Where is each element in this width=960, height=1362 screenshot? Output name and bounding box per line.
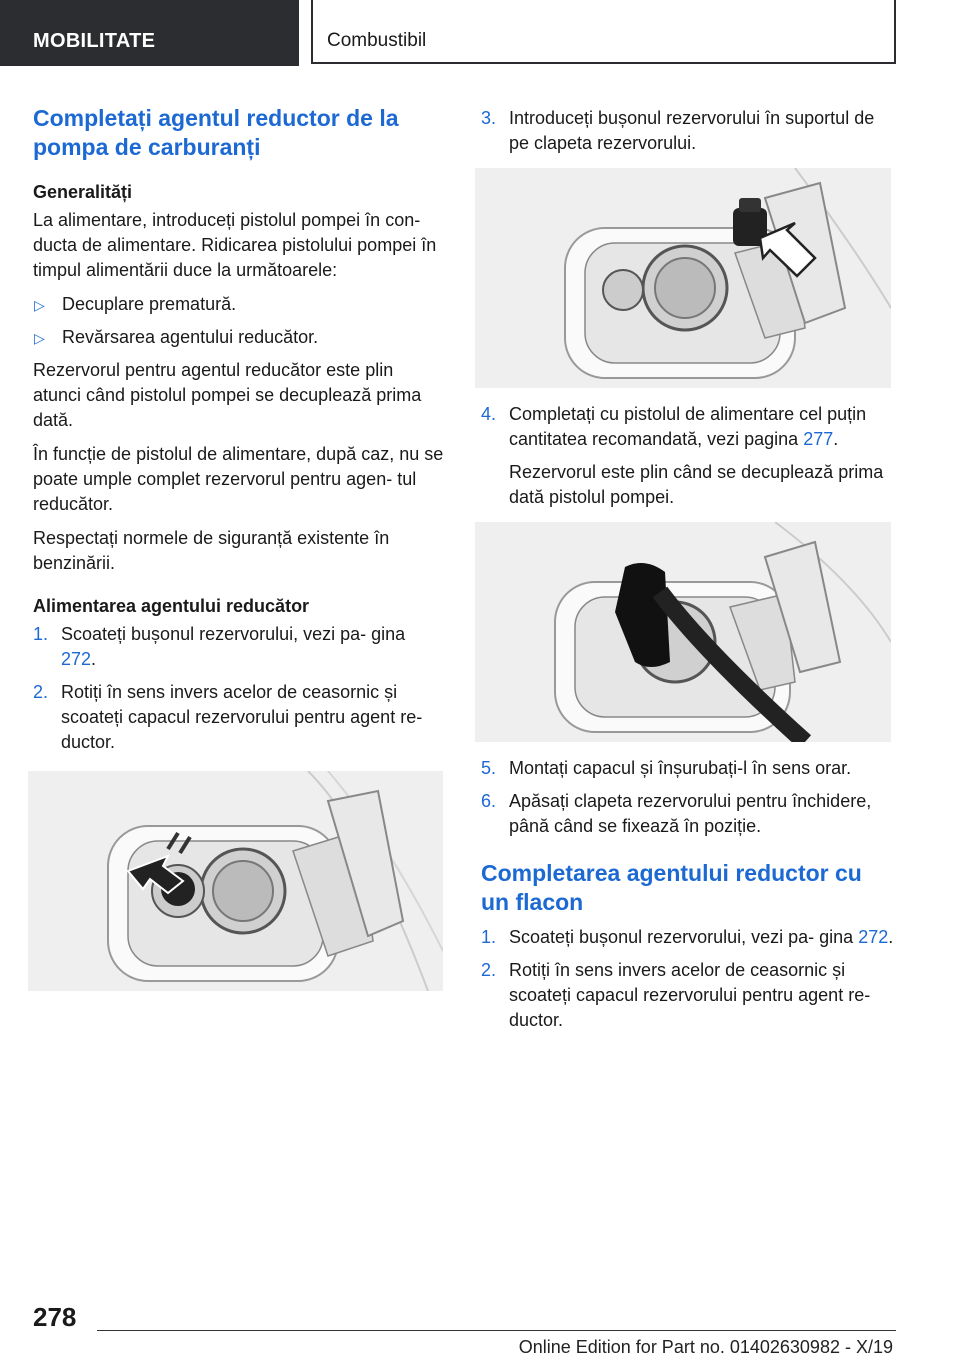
- illustration-fill-nozzle: [475, 522, 891, 742]
- triangle-bullet-icon: ▷: [34, 297, 45, 313]
- section-title-flask: Completarea agentului reductor cu un flacon: [481, 860, 862, 915]
- step-item: 2. Rotiți în sens invers acelor de ceasornic și scoateți capacul rezervorului pentru agent re- ductor.: [33, 682, 423, 752]
- paragraph: Rezervorul pentru agentul reducător este plin atunci când pistolul pompei se decuplează prima dată.: [33, 360, 422, 430]
- step-item: 5. Montați capacul și înșurubați-l în sens orar.: [481, 758, 852, 778]
- step-item: 1. Scoateți bușonul rezervorului, vezi pa- gina 272.: [481, 927, 894, 947]
- edition-footer: Online Edition for Part no. 01402630982 - X/19: [518, 1337, 893, 1357]
- right-column: [481, 100, 896, 1041]
- step-item: 3. Introduceți bușonul rezervorului în suportul de pe clapeta rezervorului.: [481, 108, 875, 153]
- refuel-heading: Alimentarea agentului reducător: [33, 596, 310, 616]
- page-link[interactable]: 272: [61, 649, 92, 669]
- step-item: 1. Scoateți bușonul rezervorului, vezi pa- gina 272.: [33, 624, 406, 669]
- step-item: 6. Apăsați clapeta rezervorului pentru închidere, până când se fixează în poziție.: [481, 791, 872, 836]
- paragraph: În funcție de pistolul de alimentare, după caz, nu se poate umple complet rezervorul pentru agen- tul reducător.: [33, 444, 444, 514]
- step-item: 4. Completați cu pistolul de alimentare cel puțin cantitatea recomandată, vezi pagina 277. Rezervorul este plin când se decuplează prima dată pistolul pompei.: [481, 404, 884, 507]
- general-heading: Generalități: [33, 182, 133, 202]
- page-number: 278: [33, 1302, 77, 1332]
- step-item: 2. Rotiți în sens invers acelor de ceasornic și scoateți capacul rezervorului pentru agent re- ductor.: [481, 960, 871, 1030]
- illustration-insert-cap: [475, 168, 891, 388]
- section-title: Completați agentul reductor de la pompa de carburanți: [33, 105, 399, 160]
- bullet-item: ▷ Decuplare prematură.: [33, 292, 445, 317]
- paragraph: Respectați normele de siguranță existente în benzinării.: [33, 528, 390, 573]
- page-link[interactable]: 272: [858, 927, 889, 947]
- triangle-bullet-icon: ▷: [34, 330, 45, 346]
- page-link[interactable]: 277: [803, 429, 834, 449]
- illustration-remove-cap: [28, 771, 443, 991]
- chapter-header: Combustibil: [311, 0, 896, 64]
- general-text: La alimentare, introduceți pistolul pompei în con- ducta de alimentare. Ridicarea pistolului pompei în timpul alimentării duce la următoarele:: [33, 210, 437, 280]
- bullet-item: ▷ Revărsarea agentului reducător.: [33, 325, 445, 350]
- footer-divider: [97, 1330, 896, 1331]
- section-tab[interactable]: MOBILITATE: [0, 0, 299, 66]
- left-column: [33, 100, 445, 1005]
